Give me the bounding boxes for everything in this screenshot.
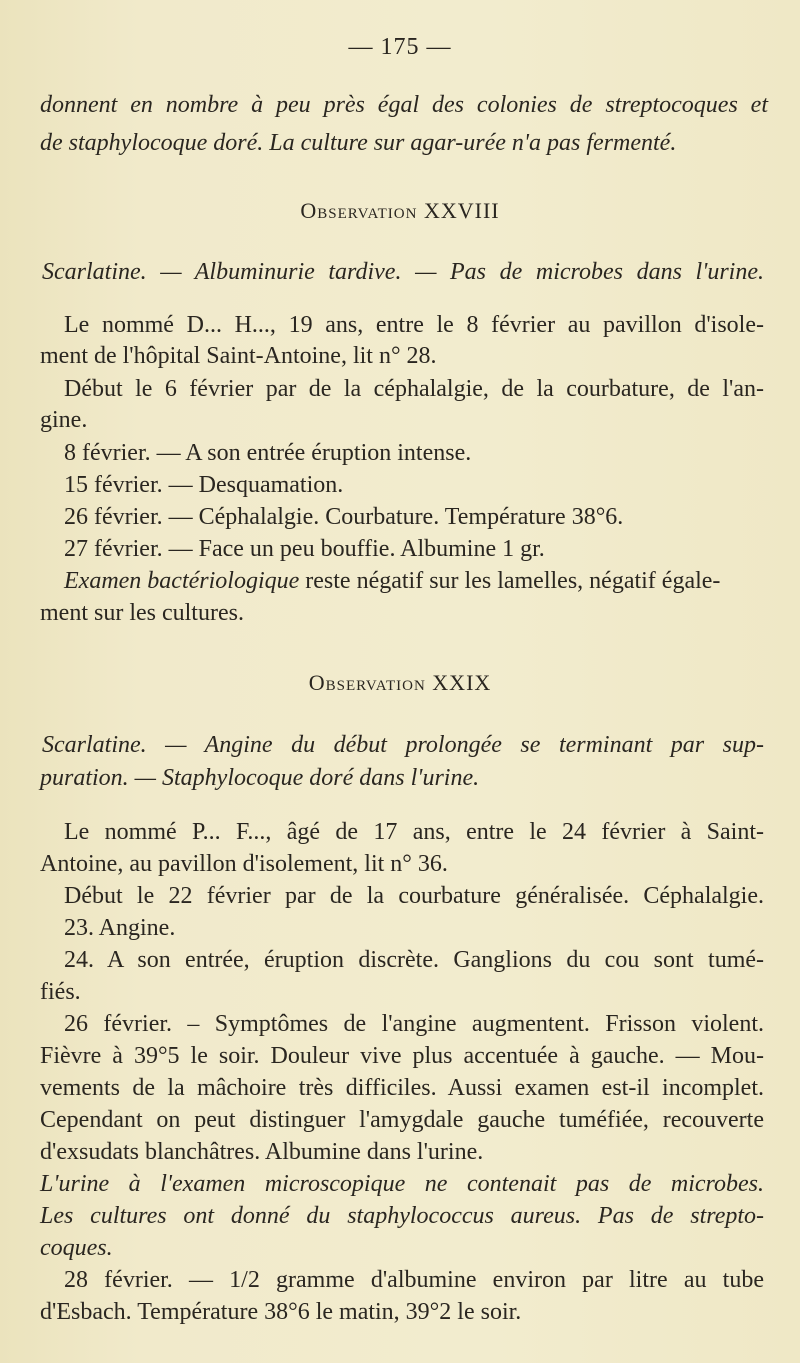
text-line: Fièvre à 39°5 le soir. Douleur vive plus accentuée à gauche. — Mou- bbox=[40, 1043, 764, 1069]
observation-subtitle: Scarlatine. — Albuminurie tardive. — Pas de microbes dans l'urine. bbox=[42, 259, 764, 285]
text-line: 26 février. — Céphalalgie. Courbature. Température 38°6. bbox=[64, 504, 624, 530]
text-line: vements de la mâchoire très difficiles. Aussi examen est-il incomplet. bbox=[40, 1075, 764, 1101]
text-line: d'Esbach. Température 38°6 le matin, 39°2 le soir. bbox=[40, 1299, 522, 1325]
text-line: ment sur les cultures. bbox=[40, 600, 244, 626]
text-line: de staphylocoque doré. La culture sur agar-urée n'a pas fermenté. bbox=[40, 130, 677, 156]
text-line: Début le 22 février par de la courbature généralisée. Céphalalgie. bbox=[64, 883, 764, 909]
text-line: Le nommé D... H..., 19 ans, entre le 8 février au pavillon d'isole- bbox=[64, 312, 764, 338]
text-line: Cependant on peut distinguer l'amygdale gauche tuméfiée, recouverte bbox=[40, 1107, 764, 1133]
text-line: Début le 6 février par de la céphalalgie, de la courbature, de l'an- bbox=[64, 376, 764, 402]
text-line: fiés. bbox=[40, 979, 81, 1005]
text-line: 24. A son entrée, éruption discrète. Ganglions du cou sont tumé- bbox=[64, 947, 764, 973]
text-line: Le nommé P... F..., âgé de 17 ans, entre le 24 février à Saint- bbox=[64, 819, 764, 845]
text-line: 28 février. — 1/2 gramme d'albumine environ par litre au tube bbox=[64, 1267, 764, 1293]
text-line: 23. Angine. bbox=[64, 915, 176, 941]
text-line: Les cultures ont donné du staphylococcus aureus. Pas de strepto- bbox=[40, 1203, 764, 1229]
text-line bbox=[64, 566, 720, 596]
observation-subtitle: puration. — Staphylocoque doré dans l'urine. bbox=[40, 765, 480, 791]
text-line: donnent en nombre à peu près égal des colonies de streptocoques et bbox=[40, 92, 768, 118]
text-line: coques. bbox=[40, 1235, 113, 1261]
text-line: 15 février. — Desquamation. bbox=[64, 472, 344, 498]
observation-subtitle: Scarlatine. — Angine du début prolongée se terminant par sup- bbox=[42, 732, 764, 758]
text-line: 26 février. – Symptômes de l'angine augmentent. Frisson violent. bbox=[64, 1011, 764, 1037]
text-line: d'exsudats blanchâtres. Albumine dans l'urine. bbox=[40, 1139, 484, 1165]
text-line: ment de l'hôpital Saint-Antoine, lit n° 28. bbox=[40, 343, 437, 369]
text-line: 8 février. — A son entrée éruption intense. bbox=[64, 440, 472, 466]
observation-heading: Observation XXVIII bbox=[300, 198, 500, 223]
page-number: — 175 — bbox=[348, 34, 452, 60]
text-line: 27 février. — Face un peu bouffie. Albumine 1 gr. bbox=[64, 536, 545, 562]
text-line: L'urine à l'examen microscopique ne contenait pas de microbes. bbox=[40, 1171, 764, 1197]
italic-phrase: Examen bactériologique bbox=[64, 568, 300, 594]
text-line: Antoine, au pavillon d'isolement, lit n° 36. bbox=[40, 851, 448, 877]
observation-heading: Observation XXIX bbox=[308, 670, 492, 695]
text-fragment: reste négatif sur les lamelles, négatif égale- bbox=[299, 568, 721, 594]
text-line: gine. bbox=[40, 407, 88, 433]
